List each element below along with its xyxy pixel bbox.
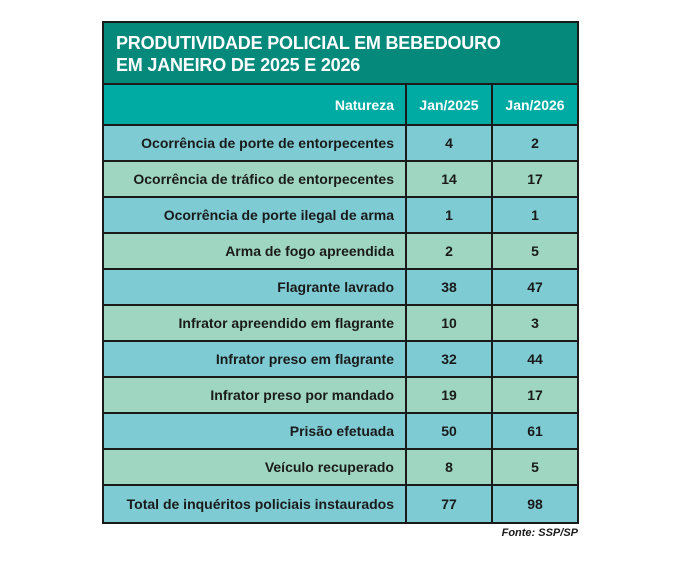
row-jan2025: 2: [407, 234, 493, 268]
row-label: Arma de fogo apreendida: [104, 234, 407, 268]
table-row: [104, 306, 577, 342]
row-jan2026: 1: [531, 207, 539, 223]
row-jan2026: 5: [531, 459, 539, 475]
row-jan2025: 77: [407, 486, 493, 522]
productivity-table: [102, 21, 579, 524]
row-jan2026: 98: [527, 496, 543, 512]
row-label: Ocorrência de porte ilegal de arma: [104, 198, 407, 232]
header-jan2025: Jan/2025: [407, 85, 493, 124]
table-row: [104, 342, 577, 378]
row-jan2026: 61: [527, 423, 543, 439]
table-row: [104, 378, 577, 414]
row-label: Total de inquéritos policiais instaurados: [104, 486, 407, 522]
title-line-2: EM JANEIRO DE 2025 E 2026: [116, 55, 361, 75]
row-jan2026: 2: [531, 135, 539, 151]
header-jan2026: Jan/2026: [505, 96, 565, 113]
table-row: [104, 270, 577, 306]
row-jan2025: 1: [407, 198, 493, 232]
row-jan2026: 17: [527, 387, 543, 403]
row-label: Ocorrência de porte de entorpecentes: [104, 126, 407, 160]
row-jan2025: 32: [407, 342, 493, 376]
header-natureza: Natureza: [104, 85, 407, 124]
table-row: [104, 198, 577, 234]
row-jan2026: 44: [527, 351, 543, 367]
table-row: [104, 450, 577, 486]
row-jan2025: 10: [407, 306, 493, 340]
row-label: Ocorrência de tráfico de entorpecentes: [104, 162, 407, 196]
row-jan2025: 50: [407, 414, 493, 448]
row-jan2025: 19: [407, 378, 493, 412]
row-jan2026: 5: [531, 243, 539, 259]
row-label: Veículo recuperado: [104, 450, 407, 484]
row-jan2026: 47: [527, 279, 543, 295]
table-header-row: [104, 85, 577, 126]
table-row: [104, 126, 577, 162]
table-row: [104, 162, 577, 198]
row-label: Flagrante lavrado: [104, 270, 407, 304]
row-jan2025: 38: [407, 270, 493, 304]
row-label: Infrator preso por mandado: [104, 378, 407, 412]
table-row-total: [104, 486, 577, 522]
row-jan2026: 17: [527, 171, 543, 187]
title-line-1: PRODUTIVIDADE POLICIAL EM BEBEDOURO: [116, 33, 501, 53]
row-jan2025: 4: [407, 126, 493, 160]
table-title: [104, 23, 577, 85]
source-credit: Fonte: SSP/SP: [501, 527, 578, 539]
row-label: Prisão efetuada: [104, 414, 407, 448]
row-label: Infrator preso em flagrante: [104, 342, 407, 376]
table-row: [104, 414, 577, 450]
row-jan2025: 14: [407, 162, 493, 196]
table-row: [104, 234, 577, 270]
row-label: Infrator apreendido em flagrante: [104, 306, 407, 340]
row-jan2025: 8: [407, 450, 493, 484]
row-jan2026: 3: [531, 315, 539, 331]
